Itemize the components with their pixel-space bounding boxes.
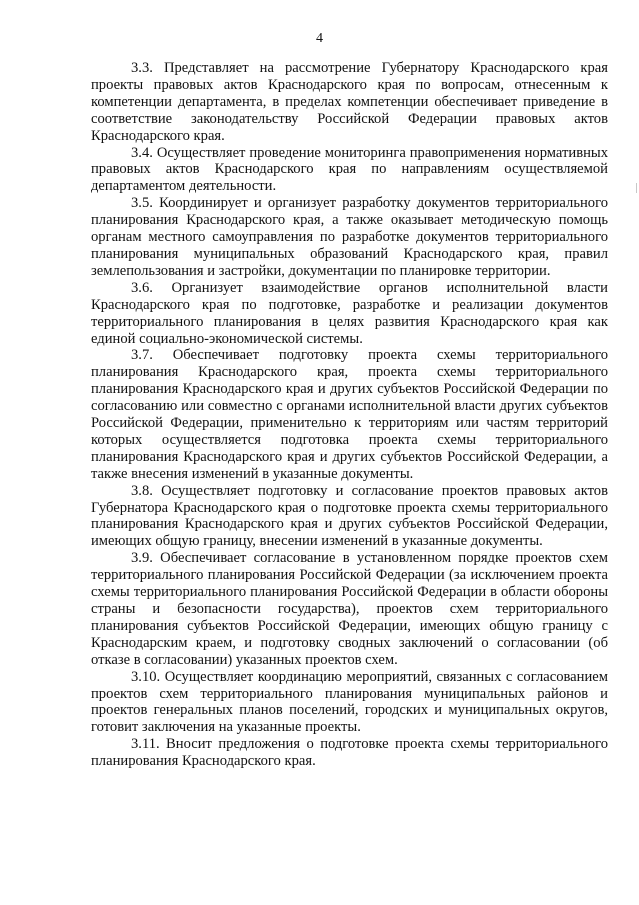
paragraph-3-3: 3.3. Представляет на рассмотрение Губернатору Краснодарского края проекты правовых актов Краснодарского края по вопросам, отнесенным к компетенции департамента, в пределах компетенции обеспечивает приведение в соответствие законодательству Российской Федерации правовых актов Краснодарского края. xyxy=(91,60,608,144)
paragraph-3-7: 3.7. Обеспечивает подготовку проекта схемы территориального планирования Краснодарского края, проекта схемы территориального планирования Краснодарского края и других субъектов Российской Федерации по согласованию или совместно с органами исполнительной власти других субъектов Российской Федерации, применительно к территориям или частям территорий которых осуществляется подготовка проекта схемы территориального планирования Краснодарского края и других субъектов Российской Федерации, а также внесения изменений в указанные документы. xyxy=(91,347,608,482)
scan-margin-mark xyxy=(636,183,637,193)
paragraph-3-11: 3.11. Вносит предложения о подготовке проекта схемы территориального планирования Краснодарского края. xyxy=(91,736,608,770)
paragraph-3-6: 3.6. Организует взаимодействие органов исполнительной власти Краснодарского края по подготовке, разработке и реализации документов территориального планирования в целях развития Краснодарского края как единой социально-экономической системы. xyxy=(91,279,608,347)
paragraph-3-9: 3.9. Обеспечивает согласование в установленном порядке проектов схем территориального планирования Российской Федерации (за исключением проекта схемы территориального планирования Российской Федерации в области обороны страны и безопасности государства), проектов схем территориального планирования субъектов Российской Федерации, имеющих общую границу с Краснодарским краем, и подготовку сводных заключений о согласовании (об отказе в согласовании) указанных проектов схем. xyxy=(91,550,608,668)
paragraph-3-5: 3.5. Координирует и организует разработку документов территориального планирования Краснодарского края, а также оказывает методическую помощь органам местного самоуправления по разработке документов территориального планирования муниципальных образований Краснодарского края, правил землепользования и застройки, документации по планировке территории. xyxy=(91,195,608,279)
document-body xyxy=(91,60,608,770)
page-number: 4 xyxy=(316,31,323,46)
paragraph-3-10: 3.10. Осуществляет координацию мероприятий, связанных с согласованием проектов схем территориального планирования муниципальных районов и проектов генеральных планов поселений, городских и муниципальных округов, готовит заключения на указанные проекты. xyxy=(91,668,608,736)
paragraph-3-4: 3.4. Осуществляет проведение мониторинга правоприменения нормативных правовых актов Краснодарского края по направлениям осуществляемой департаментом деятельности. xyxy=(91,144,608,195)
paragraph-3-8: 3.8. Осуществляет подготовку и согласование проектов правовых актов Губернатора Краснодарского края о подготовке проекта схемы территориального планирования Краснодарского края и других субъектов Российской Федерации, имеющих общую границу, внесении изменений в указанные документы. xyxy=(91,482,608,550)
